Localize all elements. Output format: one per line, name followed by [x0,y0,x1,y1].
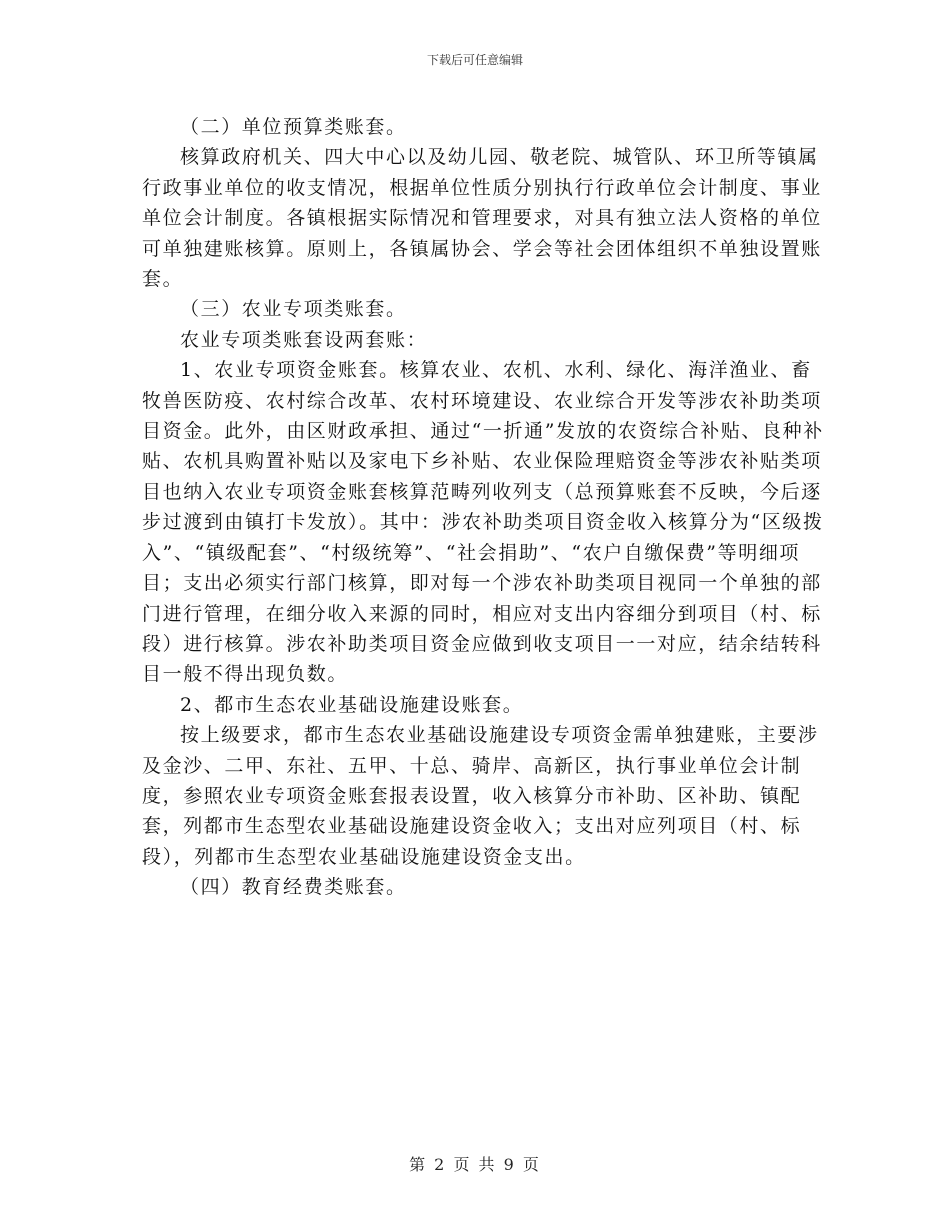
section-heading: （二）单位预算类账套。 [180,116,407,138]
section-heading: （三）农业专项类账套。 [180,298,407,321]
document-body [142,112,832,903]
paragraph: 2、都市生态农业基础设施建设账套。 [180,693,524,716]
paragraph: 1、农业专项资金账套。核算农业、农机、水利、绿化、海洋渔业、畜牧兽医防疫、农村综合改革、农村环境建设、农业综合开发等涉农补助类项目资金。此外，由区财政承担、通过“一折通”发放的农资综合补贴、良种补贴、农机具购置补贴以及家电下乡补贴、农业保险理赔资金等涉农补贴类项目也纳入农业专项资金账套核算范畴列收列支（总预算账套不反映，今后逐步过渡到由镇打卡发放）。其中：涉农补助类项目资金收入核算分为“区级拨入”、“镇级配套”、“村级统筹”、“社会捐助”、“农户自缴保费”等明细项目；支出必须实行部门核算，即对每一个涉农补助类项目视同一个单独的部门进行管理，在细分收入来源的同时，相应对支出内容细分到项目（村、标段）进行核算。涉农补助类项目资金应做到收支项目一一对应，结余结转科目一般不得出现负数。 [142,359,824,686]
paragraph: 核算政府机关、四大中心以及幼儿园、敬老院、城管队、环卫所等镇属行政事业单位的收支情况，根据单位性质分别执行行政单位会计制度、事业单位会计制度。各镇根据实际情况和管理要求，对具有独立法人资格的单位可单独建账核算。原则上，各镇属协会、学会等社会团体组织不单独设置账套。 [142,146,822,291]
paragraph: 按上级要求，都市生态农业基础设施建设专项资金需单独建账，主要涉及金沙、二甲、东社、五甲、十总、骑岸、高新区，执行事业单位会计制度，参照农业专项资金账套报表设置，收入核算分市补助、区补助、镇配套，列都市生态型农业基础设施建设资金收入；支出对应列项目（村、标段），列都市生态型农业基础设施建设资金支出。 [142,724,819,868]
page-number: 第 2 页 共 9 页 [409,1155,541,1174]
page-header: 下载后可任意编辑 [426,53,523,67]
paragraph: 农业专项类账套设两套账： [180,328,428,351]
section-heading: （四）教育经费类账套。 [180,876,407,899]
